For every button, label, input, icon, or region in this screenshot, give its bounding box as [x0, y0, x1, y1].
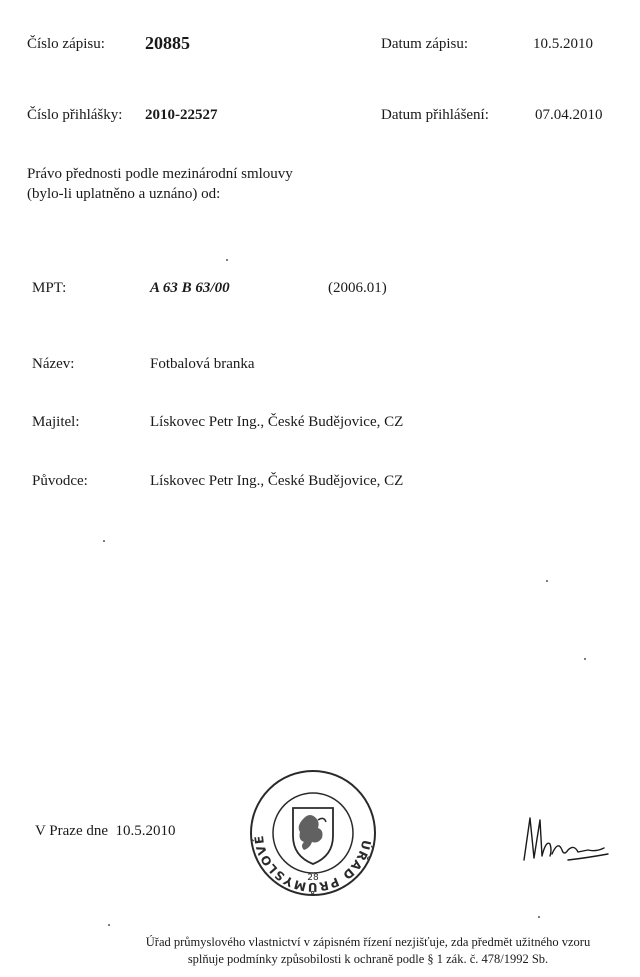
majitel-value: Lískovec Petr Ing., České Budějovice, CZ — [150, 414, 404, 430]
nazev-label: Název: — [32, 356, 75, 372]
scan-speck — [108, 924, 110, 926]
priority-line-1: Právo přednosti podle mezinárodní smlouvy — [27, 166, 293, 182]
datum-prihlaseni-value: 07.04.2010 — [535, 107, 603, 123]
signature — [516, 810, 616, 870]
footer-line-1: Úřad průmyslového vlastnictví v zápisném řízení nezjišťuje, zda předmět užitného vzoru — [145, 935, 591, 949]
nazev-value: Fotbalová branka — [150, 356, 255, 372]
majitel-label: Majitel: — [32, 414, 80, 430]
scan-speck — [538, 916, 540, 918]
scan-speck — [103, 540, 105, 542]
cislo-zapisu-value: 20885 — [145, 33, 190, 53]
cislo-prihlasky-value: 2010-22527 — [145, 107, 218, 123]
datum-zapisu-label: Datum zápisu: — [381, 36, 469, 52]
mpt-version: (2006.01) — [328, 280, 387, 296]
seal-number: 28 — [307, 873, 319, 883]
puvodce-value: Lískovec Petr Ing., České Budějovice, CZ — [150, 473, 404, 489]
priority-line-2: (bylo-li uplatněno a uznáno) od: — [27, 186, 221, 202]
footer-note — [108, 934, 628, 968]
cislo-zapisu-label: Číslo zápisu: — [27, 36, 105, 52]
datum-zapisu-value: 10.5.2010 — [533, 36, 593, 52]
place-date: V Praze dne 10.5.2010 — [35, 823, 176, 839]
datum-prihlaseni-label: Datum přihlášení: — [381, 107, 489, 123]
footer-line-2: splňuje podmínky způsobilosti k ochraně podle § 1 zák. č. 478/1992 Sb. — [187, 952, 549, 966]
mpt-label: MPT: — [32, 280, 67, 296]
cislo-prihlasky-label: Číslo přihlášky: — [27, 107, 123, 123]
mpt-value: A 63 B 63/00 — [150, 280, 230, 296]
seal-ring-text: ÚŘAD PRŮMYSLOVÉ — [251, 833, 374, 895]
puvodce-label: Původce: — [32, 473, 88, 489]
lion-shield-icon — [293, 808, 333, 864]
scan-speck — [546, 580, 548, 582]
scan-speck — [226, 259, 228, 261]
official-seal — [248, 768, 378, 898]
scan-speck — [584, 658, 586, 660]
